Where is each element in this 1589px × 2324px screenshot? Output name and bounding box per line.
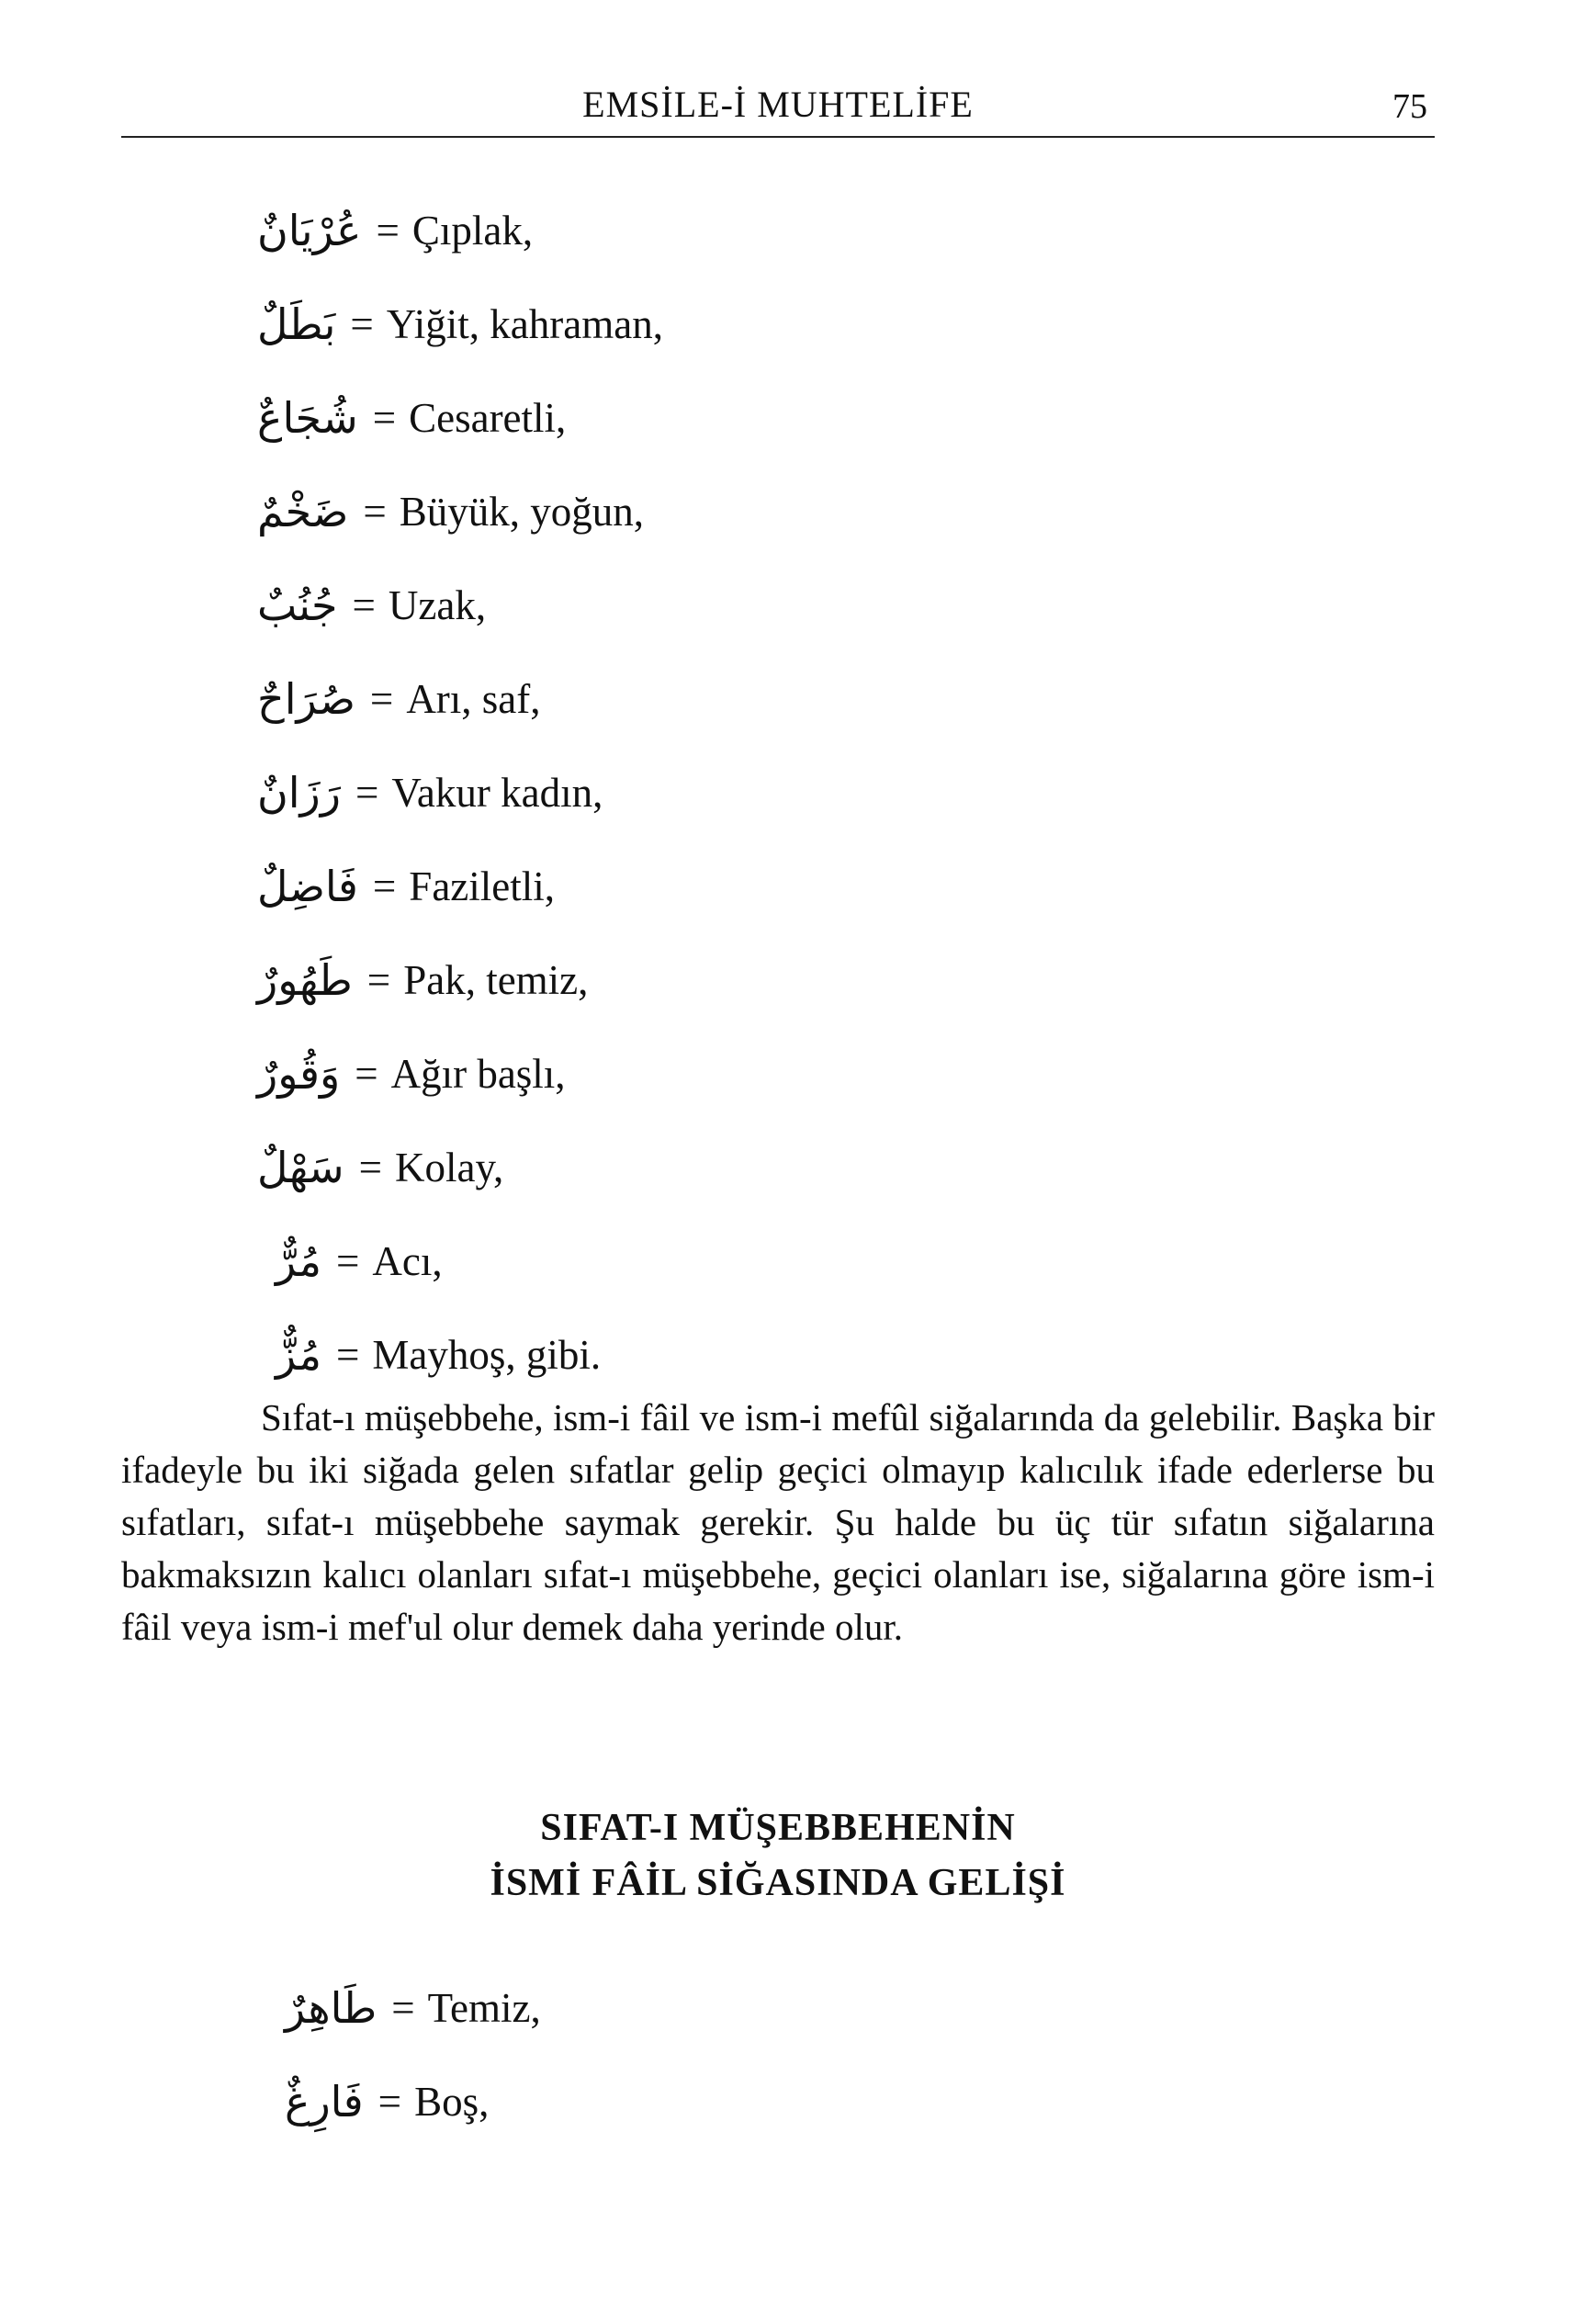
arabic-word: جُنُبٌ <box>257 581 338 630</box>
arabic-word: عُرْيَانٌ <box>257 206 362 255</box>
vocabulary-item <box>257 371 1268 465</box>
turkish-meaning: Acı, <box>372 1237 443 1284</box>
equals-sign: = <box>352 581 376 628</box>
section-heading-line-1: SIFAT-I MÜŞEBBEHENİN <box>540 1807 1016 1849</box>
running-title: EMSİLE-İ MUHTELİFE <box>582 84 974 125</box>
arabic-word: رَزَانٌ <box>257 768 341 818</box>
turkish-meaning: Cesaretli, <box>409 394 567 441</box>
vocabulary-item <box>257 1027 1268 1121</box>
vocabulary-item <box>285 2055 1203 2149</box>
equals-sign: = <box>336 1237 360 1284</box>
equals-sign: = <box>336 1331 360 1378</box>
turkish-meaning: Yiğit, kahraman, <box>386 300 663 347</box>
equals-sign: = <box>355 1050 378 1097</box>
body-paragraph: Sıfat-ı müşebbehe, ism-i fâil ve ism-i mefûl siğalarında da gelebilir. Başka bir ifadeyle bu iki siğada gelen sıfatlar gelip geçici olmayıp kalıcılık ifade ederlerse bu sıfatları, sıfat-ı müşebbehe saymak gerekir. Şu halde bu üç tür sıfatın siğalarına bakmaksızın kalıcı olanları sıfat-ı müşebbehe, geçici olanları ise, siğalarına göre ism-i fâil veya ism-i mef'ul olur demek daha yerinde olur. <box>121 1396 1435 1648</box>
arabic-word: سَهْلٌ <box>257 1143 344 1192</box>
arabic-word: شُجَاعٌ <box>257 393 358 443</box>
vocabulary-list-2 <box>285 1961 1203 2149</box>
arabic-word: مُرٌّ <box>275 1236 321 1286</box>
turkish-meaning: Mayhoş, gibi. <box>372 1331 602 1378</box>
equals-sign: = <box>358 1144 382 1190</box>
equals-sign: = <box>378 2078 402 2125</box>
equals-sign: = <box>363 488 387 535</box>
running-header <box>121 81 1435 138</box>
equals-sign: = <box>372 863 397 909</box>
vocabulary-item <box>257 1214 1268 1308</box>
vocabulary-item <box>257 277 1268 371</box>
arabic-word: فَارِغٌ <box>285 2077 364 2127</box>
equals-sign: = <box>355 769 379 816</box>
turkish-meaning: Temiz, <box>427 1984 541 2031</box>
arabic-word: وَقُورٌ <box>257 1049 341 1099</box>
turkish-meaning: Faziletli, <box>409 863 556 909</box>
equals-sign: = <box>372 394 397 441</box>
vocabulary-item <box>257 933 1268 1027</box>
arabic-word: صُرَاحٌ <box>257 674 355 724</box>
equals-sign: = <box>350 300 374 347</box>
page-number: 75 <box>1392 87 1427 126</box>
vocabulary-item <box>257 1308 1268 1402</box>
turkish-meaning: Büyük, yoğun, <box>399 488 645 535</box>
vocabulary-item <box>257 840 1268 933</box>
equals-sign: = <box>376 207 400 254</box>
equals-sign: = <box>369 675 394 722</box>
turkish-meaning: Kolay, <box>394 1144 504 1190</box>
vocabulary-item <box>257 746 1268 840</box>
turkish-meaning: Çıplak, <box>411 207 534 254</box>
turkish-meaning: Ağır başlı, <box>390 1050 566 1097</box>
arabic-word: ضَخْمٌ <box>257 487 349 536</box>
section-heading-line-2: İSMİ FÂİL SİĞASINDA GELİŞİ <box>490 1862 1066 1904</box>
turkish-meaning: Pak, temiz, <box>403 956 589 1003</box>
vocabulary-item <box>257 465 1268 558</box>
arabic-word: بَطَلٌ <box>257 299 336 349</box>
equals-sign: = <box>391 1984 415 2031</box>
vocabulary-item <box>285 1961 1203 2055</box>
section-heading <box>121 1800 1435 1911</box>
turkish-meaning: Uzak, <box>388 581 487 628</box>
arabic-word: طَاهِرٌ <box>285 1983 378 2033</box>
turkish-meaning: Vakur kadın, <box>391 769 603 816</box>
turkish-meaning: Arı, saf, <box>406 675 541 722</box>
vocabulary-list <box>257 184 1268 1402</box>
vocabulary-item <box>257 184 1268 277</box>
arabic-word: مُزٌّ <box>275 1330 321 1380</box>
vocabulary-item <box>257 1121 1268 1214</box>
turkish-meaning: Boş, <box>414 2078 490 2125</box>
arabic-word: طَهُورٌ <box>257 955 353 1005</box>
arabic-word: فَاضِلٌ <box>257 862 358 911</box>
vocabulary-item <box>257 558 1268 652</box>
vocabulary-item <box>257 652 1268 746</box>
equals-sign: = <box>366 956 391 1003</box>
